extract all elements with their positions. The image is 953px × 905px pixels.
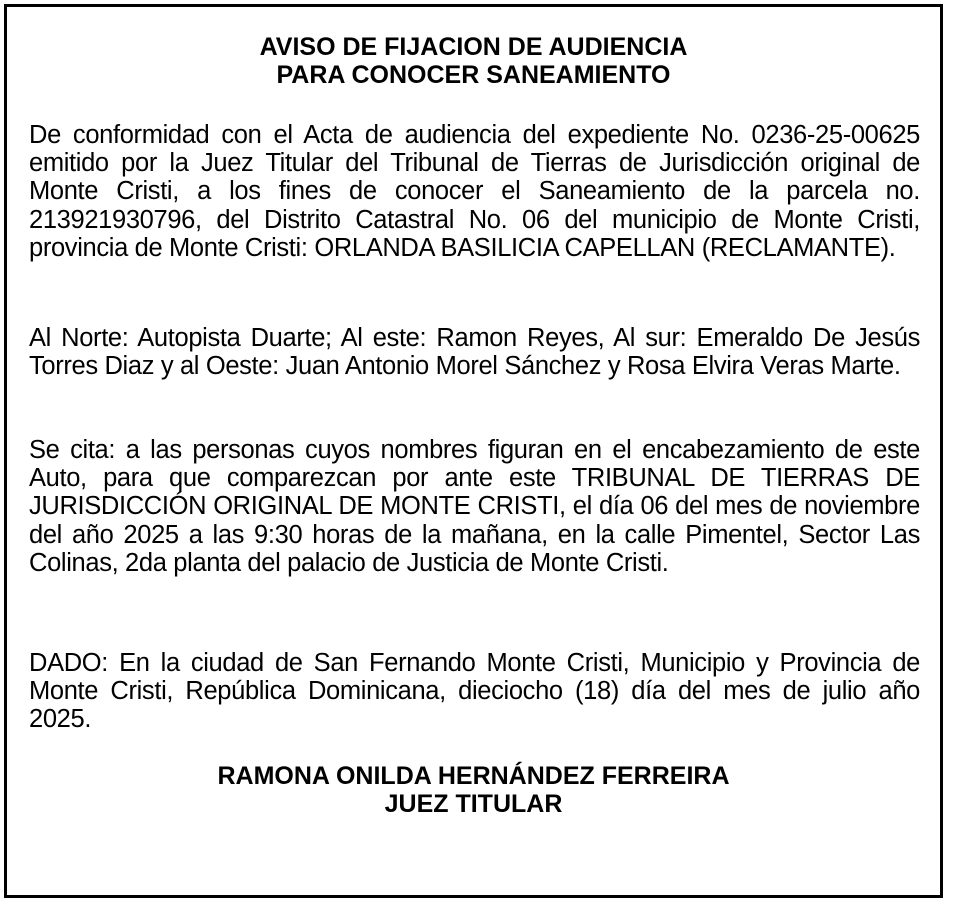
signature-block (7, 762, 940, 818)
paragraph-case-details: De conformidad con el Acta de audiencia del expediente No. 0236-25-00625 emitido por la Juez Titular del Tribunal de Tierras de Jurisdicción original de Monte Cristi, a los fines de conocer el Saneamiento de la parcela no. 213921930796, del Distrito Catastral No. 06 del municipio de Monte Cristi, provincia de Monte Cristi: ORLANDA BASILICIA CAPELLAN (RECLAMANTE). (29, 121, 920, 262)
legal-notice (4, 4, 943, 898)
signer-name: RAMONA ONILDA HERNÁNDEZ FERREIRA (217, 762, 730, 790)
notice-title (7, 33, 940, 89)
title-line-1: AVISO DE FIJACION DE AUDIENCIA (259, 33, 688, 61)
signer-title: JUEZ TITULAR (384, 790, 563, 818)
paragraph-summons: Se cita: a las personas cuyos nombres figuran en el encabezamiento de este Auto, para que comparezcan por ante este TRIBUNAL DE TIERRAS DE JURISDICCIÓN ORIGINAL DE MONTE CRISTI, el día 06 del mes de noviembre del año 2025 a las 9:30 horas de la mañana, en la calle Pimentel, Sector Las Colinas, 2da planta del palacio de Justicia de Monte Cristi. (29, 436, 920, 577)
paragraph-given: DADO: En la ciudad de San Fernando Monte Cristi, Municipio y Provincia de Monte Cristi, República Dominicana, dieciocho (18) día del mes de julio año 2025. (29, 649, 920, 734)
title-line-2: PARA CONOCER SANEAMIENTO (276, 61, 671, 89)
paragraph-boundaries: Al Norte: Autopista Duarte; Al este: Ramon Reyes, Al sur: Emeraldo De Jesús Torres Diaz y al Oeste: Juan Antonio Morel Sánchez y Rosa Elvira Veras Marte. (29, 324, 920, 381)
